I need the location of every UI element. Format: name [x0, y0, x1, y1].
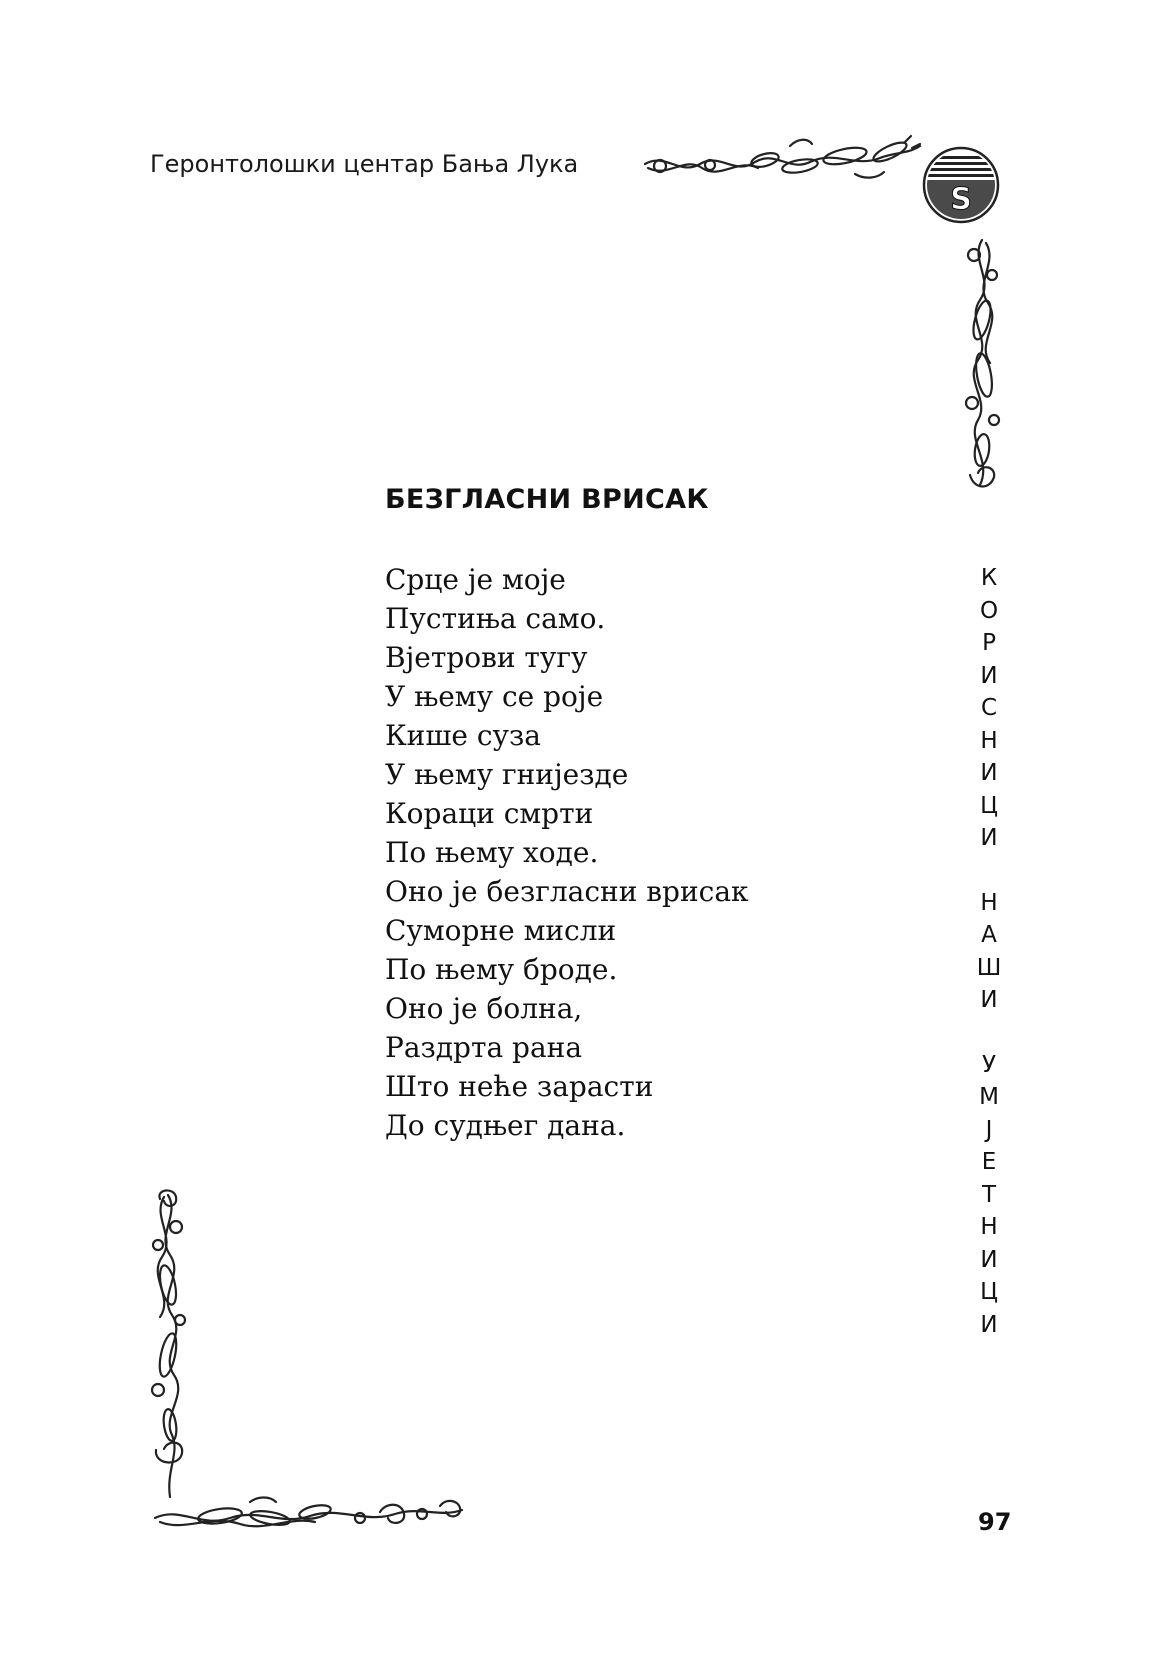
vertical-letter: С: [980, 695, 998, 721]
vertical-letter: И: [980, 1246, 998, 1273]
poem-line: Што неће зарасти: [385, 1070, 654, 1103]
poem-title: БЕЗГЛАСНИ ВРИСАК: [385, 484, 709, 515]
poem-line: Кише суза: [385, 719, 541, 752]
poem-body: [385, 560, 749, 1145]
vertical-letter: И: [980, 662, 998, 689]
emblem-letter: S: [950, 182, 972, 217]
vertical-letter: А: [981, 922, 997, 948]
vertical-letter: У: [981, 1051, 996, 1078]
vertical-letter: Н: [980, 727, 998, 754]
vertical-letter: Т: [981, 1181, 997, 1208]
vertical-letter: И: [980, 760, 998, 786]
vertical-letter: И: [980, 987, 998, 1013]
running-header: Геронтолошки центар Бања Лука: [150, 150, 579, 178]
poem-line: Вјетрови тугу: [385, 641, 588, 674]
vertical-letter: Ј: [985, 1116, 993, 1143]
vertical-word: [974, 562, 1004, 855]
vertical-letter: М: [979, 1084, 999, 1110]
poem-line: Пустиња само.: [385, 602, 606, 635]
poem-line: Кораци смрти: [385, 797, 594, 830]
poem-line: Срце је моје: [385, 563, 566, 596]
vertical-letter: О: [979, 597, 999, 624]
poem-line: По њему ходе.: [385, 836, 599, 869]
poem-line: У њему се роје: [385, 680, 604, 713]
vertical-letter: Ц: [980, 1279, 998, 1305]
vertical-letter: Ц: [980, 792, 998, 819]
vertical-letter: Н: [980, 1214, 998, 1240]
vertical-letter: Ш: [976, 954, 1002, 981]
left-vine-ornament-icon: [140, 1185, 200, 1505]
vertical-word: [974, 887, 1004, 1017]
right-vine-ornament-icon: [952, 235, 1012, 500]
vertical-letter: К: [980, 565, 998, 591]
poem-line: У њему гнијезде: [385, 758, 629, 791]
circular-emblem-icon: [922, 146, 1000, 224]
poem-line: До судњег дана.: [385, 1109, 626, 1142]
poem-line: Оно је безгласни врисак: [385, 875, 749, 908]
vertical-letter: И: [980, 1311, 998, 1338]
poem-line: Раздрта рана: [385, 1031, 583, 1064]
page-number: 97: [978, 1508, 1012, 1536]
poem-line: По њему броде.: [385, 953, 618, 986]
vertical-side-caption: [974, 562, 1004, 1373]
vertical-letter: И: [980, 825, 998, 851]
top-vine-ornament-icon: [640, 132, 930, 192]
vertical-letter: Н: [980, 889, 998, 916]
poem-line: Суморне мисли: [385, 914, 617, 947]
vertical-word: [974, 1049, 1004, 1342]
bottom-vine-ornament-icon: [150, 1488, 470, 1538]
vertical-letter: Е: [981, 1149, 997, 1175]
vertical-letter: Р: [982, 630, 996, 656]
poem-line: Оно је болна,: [385, 992, 583, 1025]
